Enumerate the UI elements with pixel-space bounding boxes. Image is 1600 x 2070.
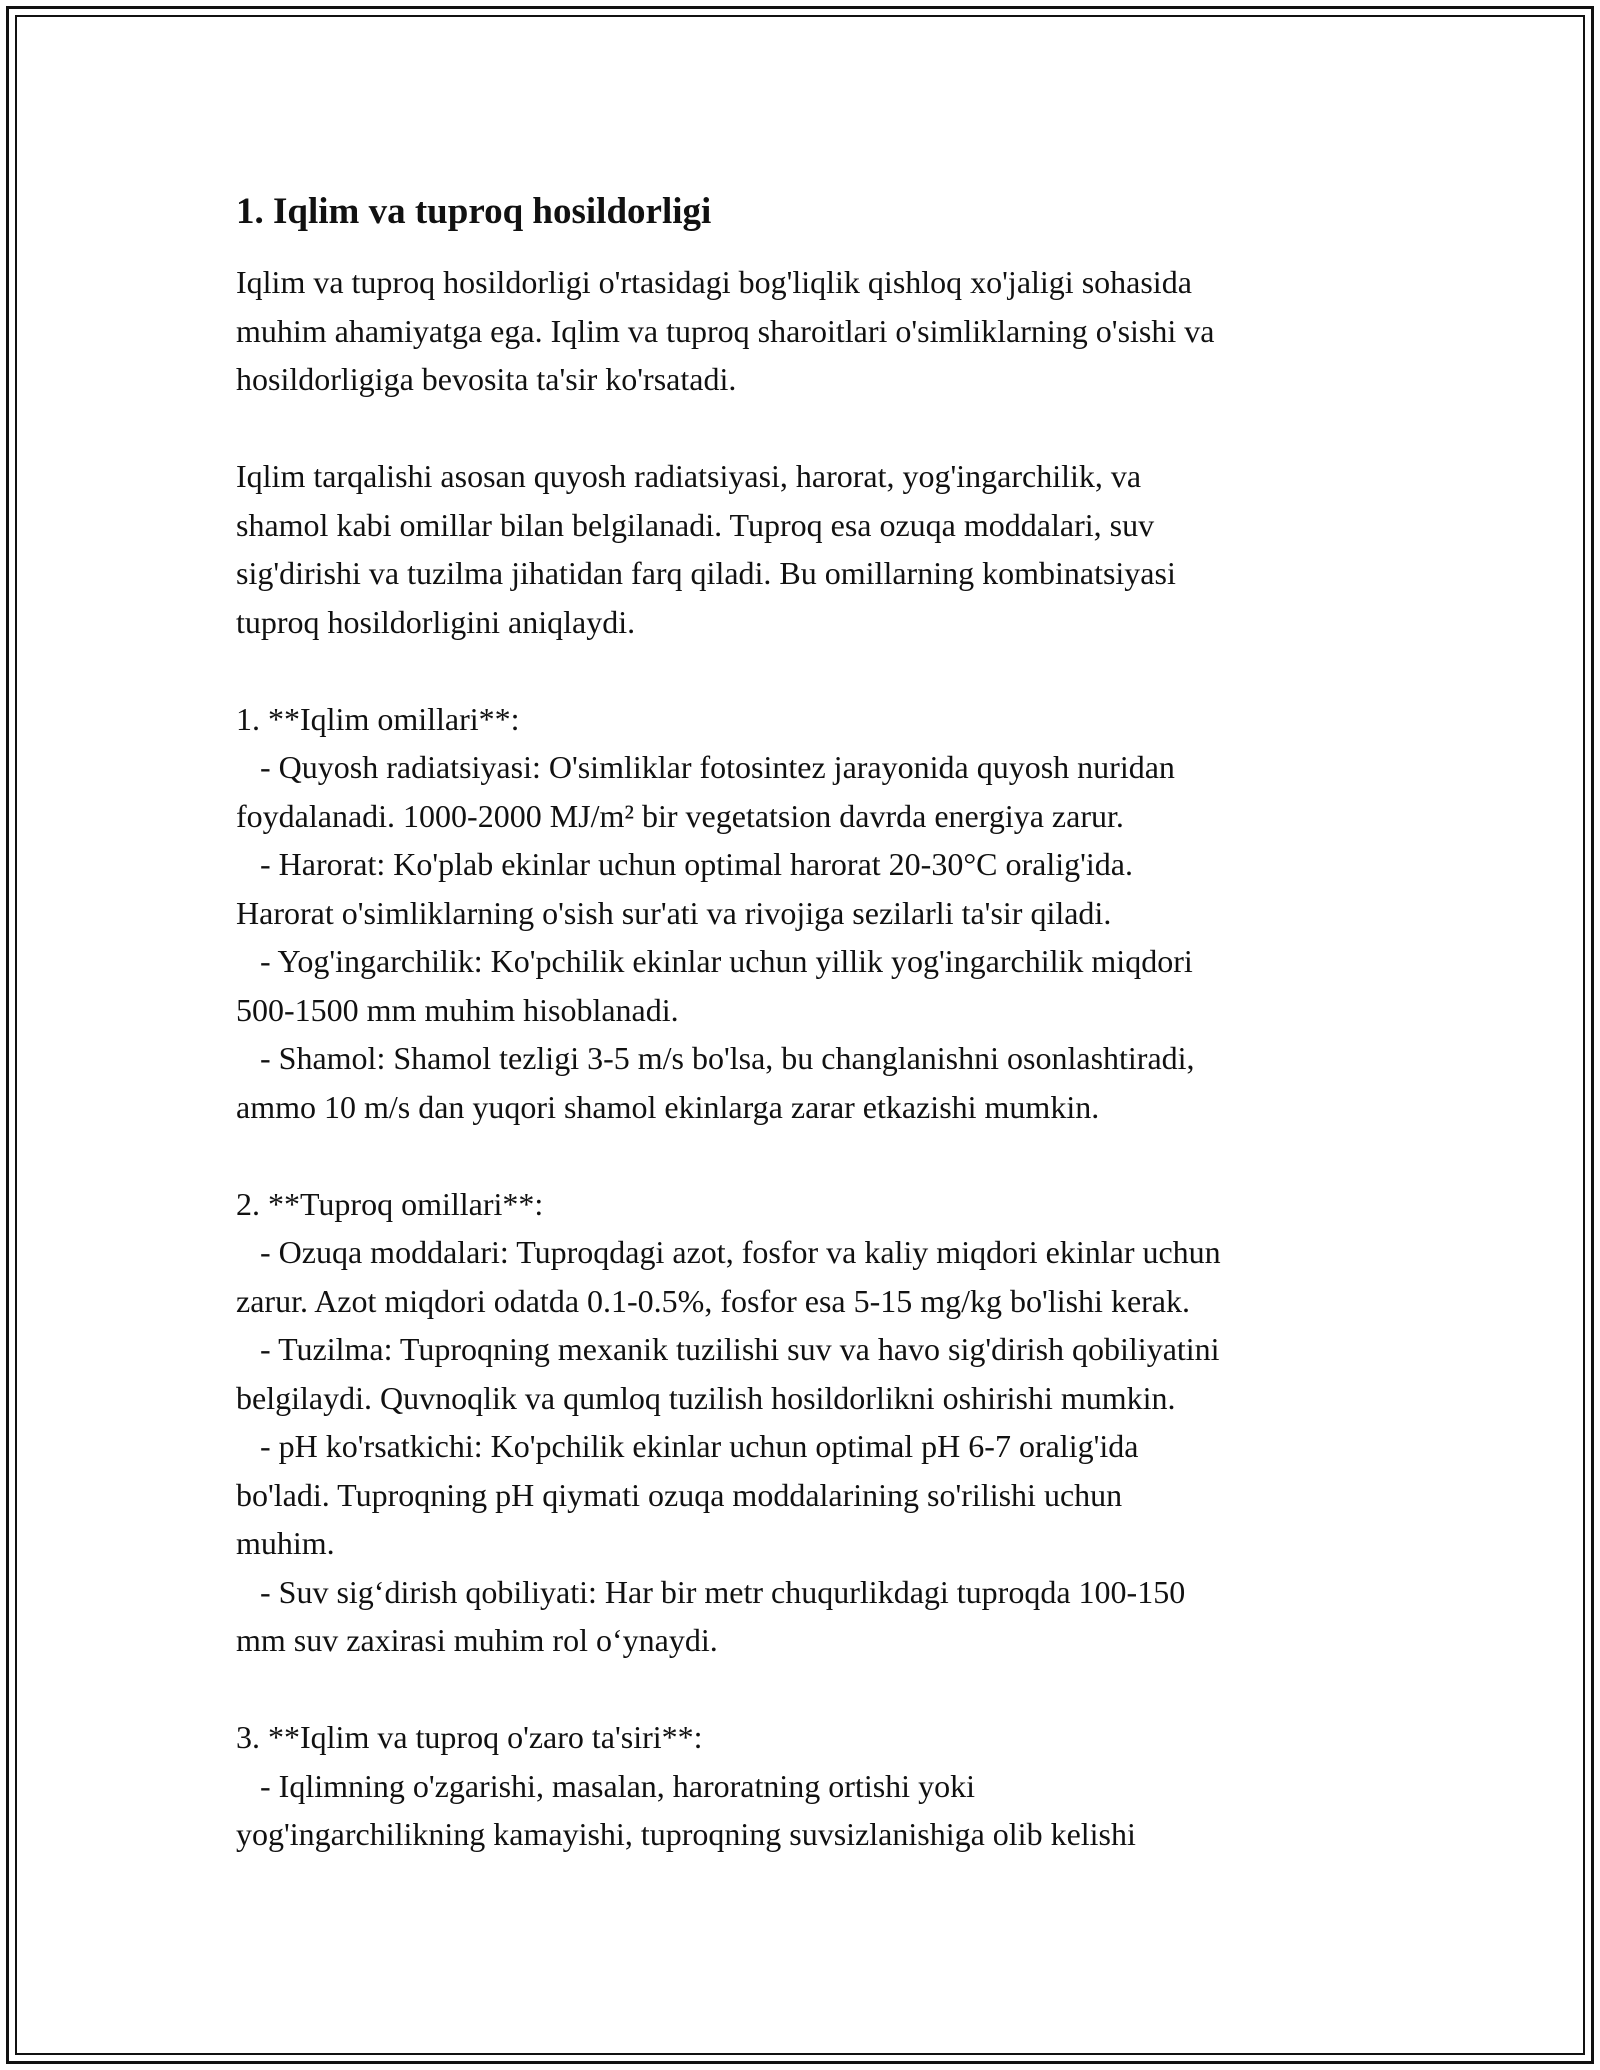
list-item: - Harorat: Ko'plab ekinlar uchun optimal harorat 20-30°C oralig'ida. [236, 846, 1133, 882]
list-item: - Suv sig‘dirish qobiliyati: Har bir metr chuqurlikdagi tuproqda 100-150 [236, 1573, 1186, 1610]
document-body [236, 188, 1396, 1859]
section-heading: 1. Iqlim va tuproq hosildorligi [236, 191, 712, 232]
list-item: - Quyosh radiatsiyasi: O'simliklar fotosintez jarayonida quyosh nuridan [236, 749, 1175, 785]
paragraph-line: muhim ahamiyatga ega. Iqlim va tuproq sharoitlari o'simliklarning o'sishi va [236, 312, 1215, 349]
paragraph-gap [236, 1665, 1396, 1714]
list-soil-factors [236, 1180, 1396, 1665]
list-item-continuation: 500-1500 mm muhim hisoblanadi. [236, 991, 679, 1028]
list-heading: 1. **Iqlim omillari**: [236, 700, 520, 737]
list-item-continuation: Harorat o'simliklarning o'sish sur'ati va rivojiga sezilarli ta'sir qiladi. [236, 894, 1112, 931]
paragraph-gap [236, 646, 1396, 695]
list-item: - Ozuqa moddalari: Tuproqdagi azot, fosfor va kaliy miqdori ekinlar uchun [236, 1234, 1221, 1270]
list-item-continuation: yog'ingarchilikning kamayishi, tuproqning suvsizlanishiga olib kelishi [236, 1816, 1136, 1852]
paragraph-climate-distribution [236, 452, 1396, 646]
paragraph-line: shamol kabi omillar bilan belgilanadi. Tuproq esa ozuqa moddalari, suv [236, 506, 1155, 543]
paragraph-intro [236, 258, 1396, 404]
paragraph-gap [236, 1131, 1396, 1180]
list-climate-factors [236, 695, 1396, 1132]
list-item: - pH ko'rsatkichi: Ko'pchilik ekinlar uchun optimal pH 6-7 oralig'ida [236, 1428, 1139, 1464]
paragraph-gap [236, 404, 1396, 453]
list-item-continuation: belgilaydi. Quvnoqlik va qumloq tuzilish hosildorlikni oshirishi mumkin. [236, 1379, 1176, 1416]
list-item-continuation: zarur. Azot miqdori odatda 0.1-0.5%, fosfor esa 5-15 mg/kg bo'lishi kerak. [236, 1282, 1190, 1319]
list-item-continuation: muhim. [236, 1525, 335, 1561]
list-item: - Tuzilma: Tuproqning mexanik tuzilishi suv va havo sig'dirish qobiliyatini [236, 1331, 1220, 1367]
list-interaction [236, 1713, 1396, 1859]
list-heading: 3. **Iqlim va tuproq o'zaro ta'siri**: [236, 1719, 703, 1755]
list-item: - Iqlimning o'zgarishi, masalan, haroratning ortishi yoki [236, 1767, 975, 1804]
paragraph-line: hosildorligiga bevosita ta'sir ko'rsatadi. [236, 361, 737, 397]
paragraph-line: tuproq hosildorligini aniqlaydi. [236, 603, 636, 640]
paragraph-line: Iqlim tarqalishi asosan quyosh radiatsiyasi, harorat, yog'ingarchilik, va [236, 458, 1142, 494]
paragraph-line: Iqlim va tuproq hosildorligi o'rtasidagi bog'liqlik qishloq xo'jaligi sohasida [236, 264, 1192, 300]
list-heading: 2. **Tuproq omillari**: [236, 1185, 544, 1222]
list-item-continuation: foydalanadi. 1000-2000 MJ/m² bir vegetatsion davrda energiya zarur. [236, 797, 1124, 834]
list-item-continuation: bo'ladi. Tuproqning pH qiymati ozuqa moddalarining so'rilishi uchun [236, 1476, 1123, 1513]
list-item: - Yog'ingarchilik: Ko'pchilik ekinlar uchun yillik yog'ingarchilik miqdori [236, 943, 1193, 979]
list-item-continuation: ammo 10 m/s dan yuqori shamol ekinlarga zarar etkazishi mumkin. [236, 1088, 1100, 1125]
list-item-continuation: mm suv zaxirasi muhim rol o‘ynaydi. [236, 1622, 718, 1658]
list-item: - Shamol: Shamol tezligi 3-5 m/s bo'lsa, bu changlanishni osonlashtiradi, [236, 1040, 1195, 1076]
paragraph-line: sig'dirishi va tuzilma jihatidan farq qiladi. Bu omillarning kombinatsiyasi [236, 555, 1176, 591]
